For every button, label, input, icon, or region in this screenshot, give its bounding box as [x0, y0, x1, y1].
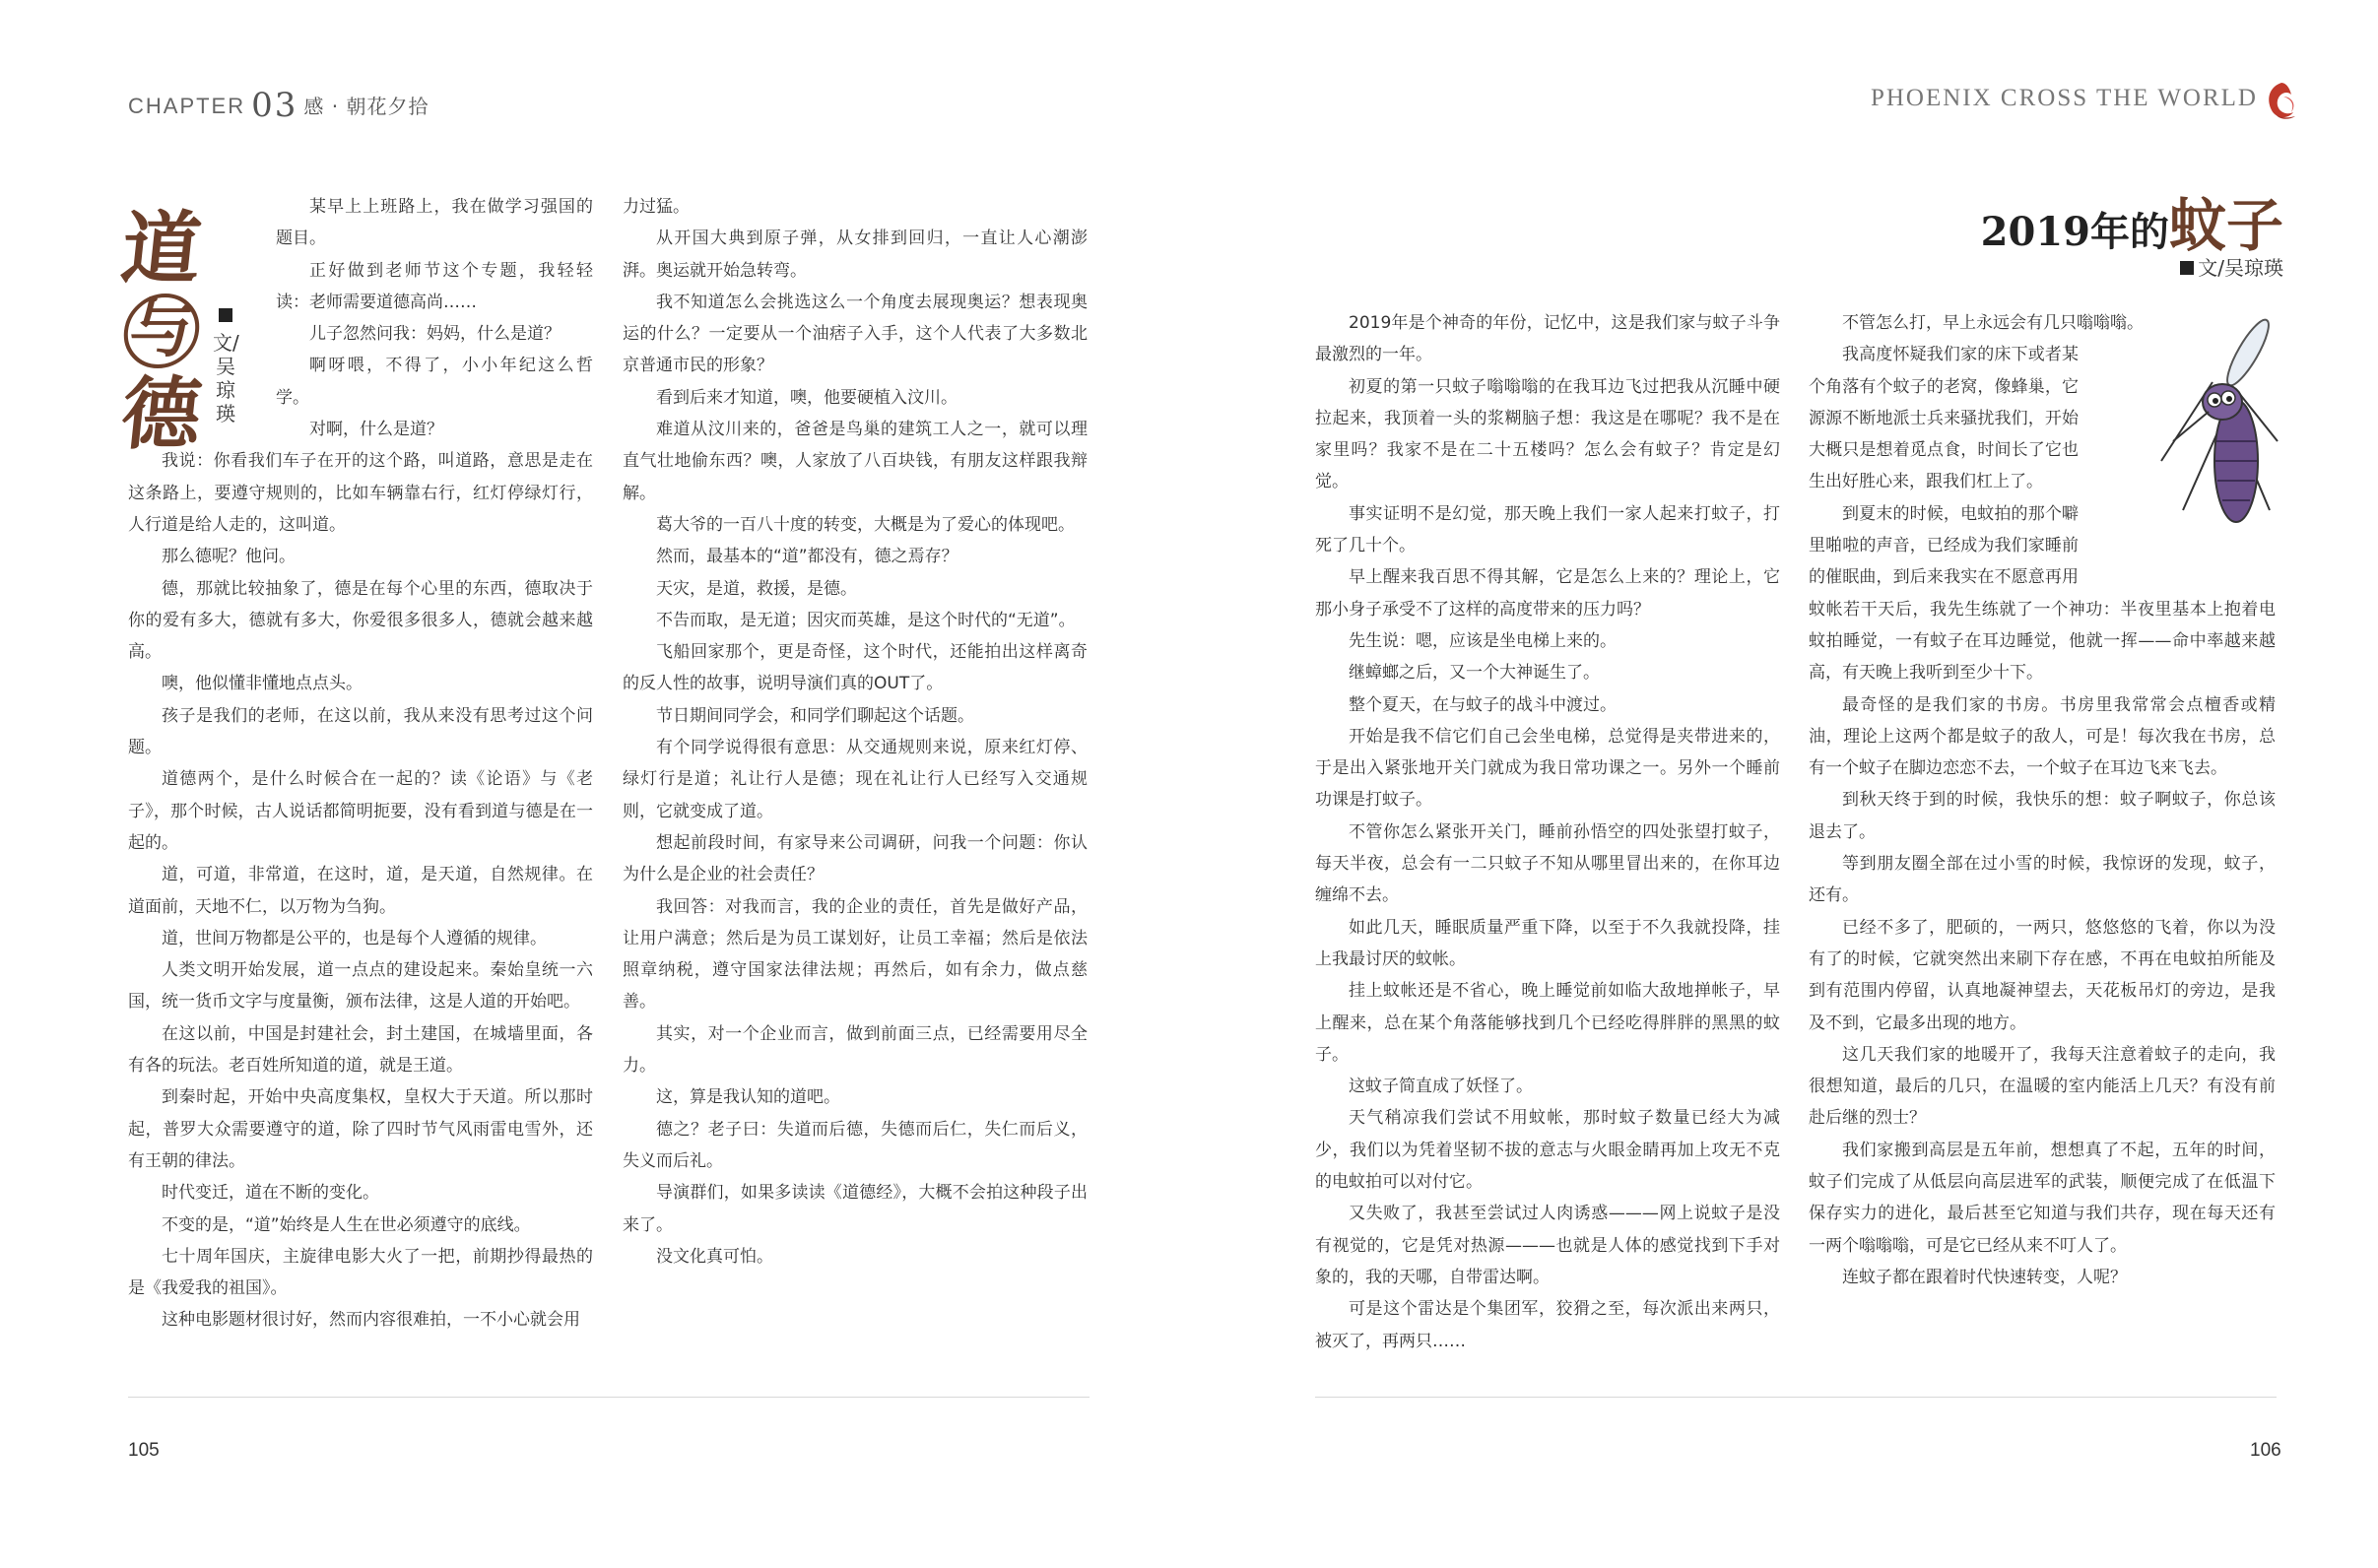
paragraph: 开始是我不信它们自己会坐电梯，总觉得是夹带进来的，于是出入紧张地开关门就成为我日常功课之一。另外一个睡前功课是打蚊子。 [1315, 726, 1780, 811]
article-author [2180, 252, 2283, 281]
paragraph: 等到朋友圈全部在过小雪的时候，我惊讶的发现，蚊子，还有。 [1809, 854, 2276, 906]
paragraph: 到秋天终于到的时候，我快乐的想：蚊子啊蚊子，你总该退去了。 [1809, 790, 2276, 842]
paragraph: 葛大爷的一百八十度的转变，大概是为了爱心的体现吧。 [656, 514, 1075, 535]
paragraph: 事实证明不是幻觉，那天晚上我们一家人起来打蚊子，打死了几十个。 [1315, 503, 1780, 556]
author-name: 文/吴琼瑛 [213, 331, 239, 425]
brand-header: PHOENIX CROSS THE WORLD [1870, 85, 2258, 111]
paragraph: 先生说：嗯，应该是坐电梯上来的。 [1349, 630, 1617, 651]
paragraph: 这，算是我认知的道吧。 [656, 1087, 840, 1108]
phoenix-logo-icon [2262, 79, 2301, 122]
author-name: 文/吴琼瑛 [2198, 256, 2283, 280]
paragraph: 天灾，是道，救援，是德。 [656, 578, 857, 599]
paragraph: 力过猛。 [623, 197, 690, 217]
paragraph: 这种电影题材很讨好，然而内容很难拍，一不小心就会用 [162, 1310, 580, 1331]
footer-divider [1315, 1397, 2277, 1398]
paragraph: 挂上蚊帐还是不省心，晚上睡觉前如临大敌地掸帐子，早上醒来，总在某个角落能够找到几个已经吃得胖胖的黑黑的蚊子。 [1315, 981, 1780, 1065]
paragraph: 其实，对一个企业而言，做到前面三点，已经需要用尽全力。 [623, 1023, 1088, 1077]
paragraph: 我们家搬到高层是五年前，想想真了不起，五年的时间，蚊子们完成了从低层向高层进军的武装，顺便完成了在低温下保存实力的进化，最后甚至它知道与我们共存，现在每天还有一两个嗡嗡嗡，可是它已经从来不叮人了。 [1809, 1140, 2276, 1256]
paragraph: 早上醒来我百思不得其解，它是怎么上来的？理论上，它那小身子承受不了这样的高度带来的压力吗？ [1315, 567, 1780, 620]
paragraph: 德之？老子曰：失道而后德，失德而后仁，失仁而后义，失义而后礼。 [623, 1119, 1088, 1171]
paragraph: 这蚊子简直成了妖怪了。 [1349, 1077, 1533, 1097]
paragraph: 不管你怎么紧张开关门，睡前孙悟空的四处张望打蚊子，每天半夜，总会有一二只蚊子不知从哪里冒出来的，在你耳边缠绵不去。 [1315, 821, 1780, 906]
paragraph: 啊呀喂，不得了，小小年纪这么哲学。 [276, 356, 593, 408]
paragraph: 不告而取，是无道；因灾而英雄，是这个时代的“无道”。 [656, 610, 1076, 630]
paragraph: 人类文明开始发展，道一点点的建设起来。秦始皇统一六国，统一货币文字与度量衡，颁布法律，这是人道的开始吧。 [128, 960, 593, 1013]
paragraph: 德，那就比较抽象了，德是在每个心里的东西，德取决于你的爱有多大，德就有多大，你爱很多很多人，德就会越来越高。 [128, 578, 593, 663]
title-char-2: 与 [120, 294, 203, 368]
paragraph: 难道从汶川来的，爸爸是鸟巢的建筑工人之一，就可以理直气壮地偷东西？噢，人家放了八百块钱，有朋友这样跟我辩解。 [623, 420, 1088, 503]
paragraph: 这几天我们家的地暖开了，我每天注意着蚊子的走向，我很想知道，最后的几只，在温暖的室内能活上几天？有没有前赴后继的烈士？ [1809, 1044, 2276, 1129]
paragraph: 到夏末的时候，电蚊拍的那个噼里啪啦的声音，已经成为我们家睡前的催眠曲，到后来我实在不愿意再用蚊帐若干天后，我先生练就了一个神功：半夜里基本上抱着电蚊拍睡觉，一有蚊子在耳边睡觉，他就一挥——命中率越来越高，有天晚上我听到至少十下。 [1809, 503, 2276, 684]
paragraph: 孩子是我们的老师，在这以前，我从来没有思考过这个问题。 [128, 705, 593, 758]
chapter-subtitle: 感 · 朝花夕拾 [303, 95, 429, 118]
paragraph: 道，世间万物都是公平的，也是每个人遵循的规律。 [162, 928, 547, 948]
paragraph: 初夏的第一只蚊子嗡嗡嗡的在我耳边飞过把我从沉睡中硬拉起来，我顶着一头的浆糊脑子想：我这是在哪呢？我不是在家里吗？我家不是在二十五楼吗？怎么会有蚊子？肯定是幻觉。 [1315, 376, 1780, 492]
paragraph: 时代变迁，道在不断的变化。 [162, 1183, 379, 1204]
chapter-prefix: CHAPTER [128, 94, 246, 118]
paragraph: 到秦时起，开始中央高度集权，皇权大于天道。所以那时起，普罗大众需要遵守的道，除了四时节气风雨雷电雪外，还有王朝的律法。 [128, 1087, 593, 1171]
paragraph: 想起前段时间，有家导来公司调研，问我一个问题：你认为什么是企业的社会责任？ [623, 832, 1088, 885]
paragraph: 如此几天，睡眠质量严重下降，以至于不久我就投降，挂上我最讨厌的蚊帐。 [1315, 917, 1780, 969]
paragraph: 2019年是个神奇的年份，记忆中，这是我们家与蚊子斗争最激烈的一年。 [1315, 313, 1780, 365]
paragraph: 继蟑螂之后，又一个大神诞生了。 [1349, 663, 1600, 684]
paragraph: 儿子忽然问我：妈妈，什么是道？ [309, 324, 561, 345]
paragraph: 连蚊子都在跟着时代快速转变，人呢？ [1842, 1267, 2127, 1287]
article-title [1981, 179, 2283, 262]
paragraph: 又失败了，我甚至尝试过人肉诱惑———网上说蚊子是没有视觉的，它是凭对热源———也就是人体的感觉找到下手对象的，我的天哪，自带雷达啊。 [1315, 1204, 1780, 1287]
paragraph: 我回答：对我而言，我的企业的责任，首先是做好产品，让用户满意；然后是为员工谋划好，让员工幸福；然后是依法照章纳税，遵守国家法律法规；再然后，如有余力，做点慈善。 [623, 896, 1088, 1013]
paragraph: 没文化真可怕。 [656, 1246, 773, 1267]
paragraph: 从开国大典到原子弹，从女排到回归，一直让人心潮澎湃。奥运就开始急转弯。 [623, 229, 1088, 281]
square-bullet-icon [2180, 261, 2194, 275]
page-number: 106 [2250, 1440, 2281, 1461]
paragraph: 天气稍凉我们尝试不用蚊帐，那时蚊子数量已经大为减少，我们以为凭着坚韧不拔的意志与火眼金睛再加上攻无不克的电蚊拍可以对付它。 [1315, 1108, 1780, 1193]
chapter-number: 03 [251, 86, 298, 125]
title-char-3: 德 [117, 367, 206, 460]
paragraph: 不管怎么打，早上永远会有几只嗡嗡嗡。 [1842, 313, 2144, 333]
paragraph: 导演群们，如果多读读《道德经》，大概不会拍这种段子出来了。 [623, 1183, 1088, 1235]
paragraph: 飞船回家那个，更是奇怪，这个时代，还能拍出这样离奇的反人性的故事，说明导演们真的OUT了。 [623, 642, 1088, 694]
paragraph: 看到后来才知道，噢，他要硬植入汶川。 [656, 387, 958, 408]
paragraph: 我高度怀疑我们家的床下或者某个角落有个蚊子的老窝，像蜂巢，它源源不断地派士兵来骚扰我们，开始大概只是想着觅点食，时间长了它也生出好胜心来，跟我们杠上了。 [1809, 345, 2079, 492]
paragraph: 道，可道，非常道，在这时，道，是天道，自然规律。在道面前，天地不仁，以万物为刍狗。 [128, 865, 593, 917]
paragraph: 在这以前，中国是封建社会，封土建国，在城墙里面，各有各的玩法。老百姓所知道的道，就是王道。 [128, 1023, 593, 1077]
paragraph: 噢，他似懂非懂地点点头。 [162, 674, 363, 694]
paragraph: 七十周年国庆，主旋律电影大火了一把，前期抄得最热的是《我爱我的祖国》。 [128, 1246, 593, 1299]
paragraph: 对啊，什么是道？ [309, 420, 443, 440]
title-year: 2019年的 [1980, 209, 2169, 255]
title-char-1: 道 [117, 202, 206, 294]
mosquito-illustration-icon [2153, 313, 2281, 540]
paragraph: 最奇怪的是我们家的书房。书房里我常常会点檀香或精油，理论上这两个都是蚊子的敌人，可是！每次我在书房，总有一个蚊子在脚边恋恋不去，一个蚊子在耳边飞来飞去。 [1809, 694, 2276, 779]
paragraph: 可是这个雷达是个集团军，狡猾之至，每次派出来两只，被灭了，再两只…… [1315, 1299, 1780, 1351]
paragraph: 道德两个，是什么时候合在一起的？读《论语》与《老子》，那个时候，古人说话都简明扼要，没有看到道与德是在一起的。 [128, 769, 593, 853]
paragraph: 我不知道怎么会挑选这么一个角度去展现奥运？想表现奥运的什么？一定要从一个油痞子入手，这个人代表了大多数北京普通市民的形象？ [623, 292, 1088, 376]
paragraph: 整个夏天，在与蚊子的战斗中渡过。 [1349, 694, 1617, 715]
page-number: 105 [128, 1440, 160, 1461]
right-column-1 [1315, 307, 1780, 1357]
paragraph: 然而，最基本的“道”都没有，德之焉存？ [656, 547, 958, 567]
paragraph: 那么德呢？他问。 [162, 547, 296, 567]
paragraph: 我说：你看我们车子在开的这个路，叫道路，意思是走在这条路上，要遵守规则的，比如车辆靠右行，红灯停绿灯行，人行道是给人走的，这叫道。 [128, 451, 593, 535]
paragraph: 已经不多了，肥硕的，一两只，悠悠悠的飞着，你以为没有了的时候，它就突然出来刷下存在感，不再在电蚊拍所能及到有范围内停留，认真地凝神望去，天花板吊灯的旁边，是我及不到，它最多出现的地方。 [1809, 917, 2276, 1033]
paragraph: 有个同学说得很有意思：从交通规则来说，原来红灯停、绿灯行是道；礼让行人是德；现在礼让行人已经写入交通规则，它就变成了道。 [623, 738, 1088, 821]
paragraph: 不变的是，“道”始终是人生在世必须遵守的底线。 [162, 1214, 531, 1235]
paragraph: 正好做到老师节这个专题，我轻轻读：老师需要道德高尚…… [276, 260, 593, 312]
paragraph: 节日期间同学会，和同学们聊起这个话题。 [656, 705, 974, 726]
title-main: 蚊子 [2168, 192, 2283, 259]
paragraph: 某早上上班路上，我在做学习强国的题目。 [276, 197, 593, 249]
